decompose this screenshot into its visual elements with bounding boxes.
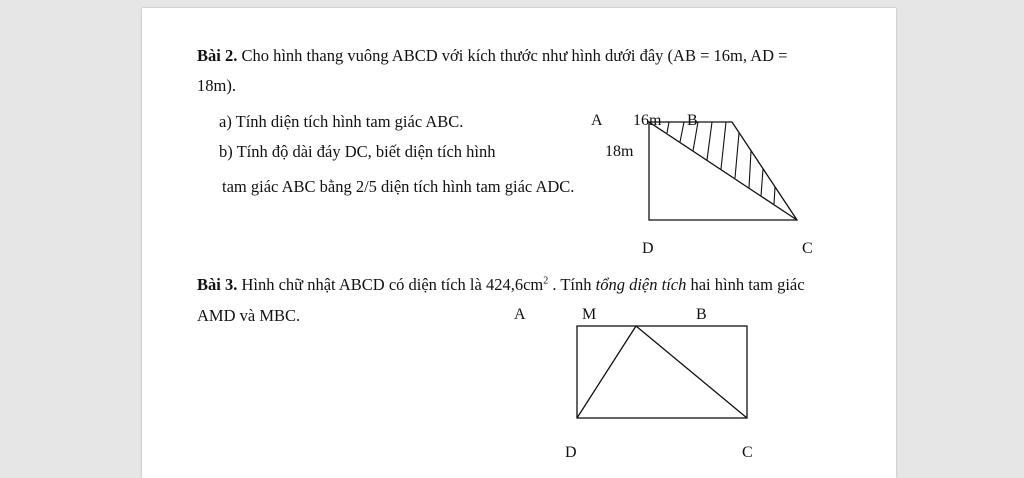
bai2-item-b-continued: tam giác ABC bằng 2/5 diện tích hình tam giác ADC. <box>222 177 575 196</box>
fig2-label-m: M <box>582 306 597 323</box>
fig1-label-ab-length: 16m <box>633 112 662 129</box>
bai3-line1-mid: . Tính <box>548 275 596 294</box>
fig2-label-c: C <box>742 444 753 461</box>
fig2-label-a: A <box>514 306 526 323</box>
fig1-label-a: A <box>591 112 603 129</box>
bai2-item-a: a) Tính diện tích hình tam giác ABC. <box>219 112 464 131</box>
bai3-line1-post: hai hình tam giác <box>686 275 805 294</box>
document-page <box>142 8 896 478</box>
bai3-title: Bài 3. <box>197 275 238 294</box>
fig1-label-ad-length: 18m <box>605 143 634 160</box>
bai3-line1-pre: Hình chữ nhật ABCD có diện tích là 424,6cm <box>237 275 544 294</box>
bai3-italic-phrase: tổng diện tích <box>595 275 687 294</box>
bai2-item-b: b) Tính độ dài đáy DC, biết diện tích hình <box>219 142 496 161</box>
fig1-label-b: B <box>687 112 698 129</box>
segment-mc <box>636 326 747 418</box>
fig2-label-b: B <box>696 306 707 323</box>
fig2-label-d: D <box>565 444 577 461</box>
fig1-label-c: C <box>802 240 813 257</box>
bai3-superscript: 2 <box>543 275 549 287</box>
bai3-line2: AMD và MBC. <box>197 306 301 325</box>
bai2-line2: 18m). <box>197 76 236 95</box>
fig1-label-d: D <box>642 240 654 257</box>
rectangle-outline <box>577 326 747 418</box>
bai2-title: Bài 2. <box>197 46 238 65</box>
bai2-line1-text: Cho hình thang vuông ABCD với kích thước như hình dưới đây (AB = 16m, AD = <box>237 46 788 65</box>
segment-md <box>577 326 636 418</box>
rectangle-figure <box>142 8 896 478</box>
